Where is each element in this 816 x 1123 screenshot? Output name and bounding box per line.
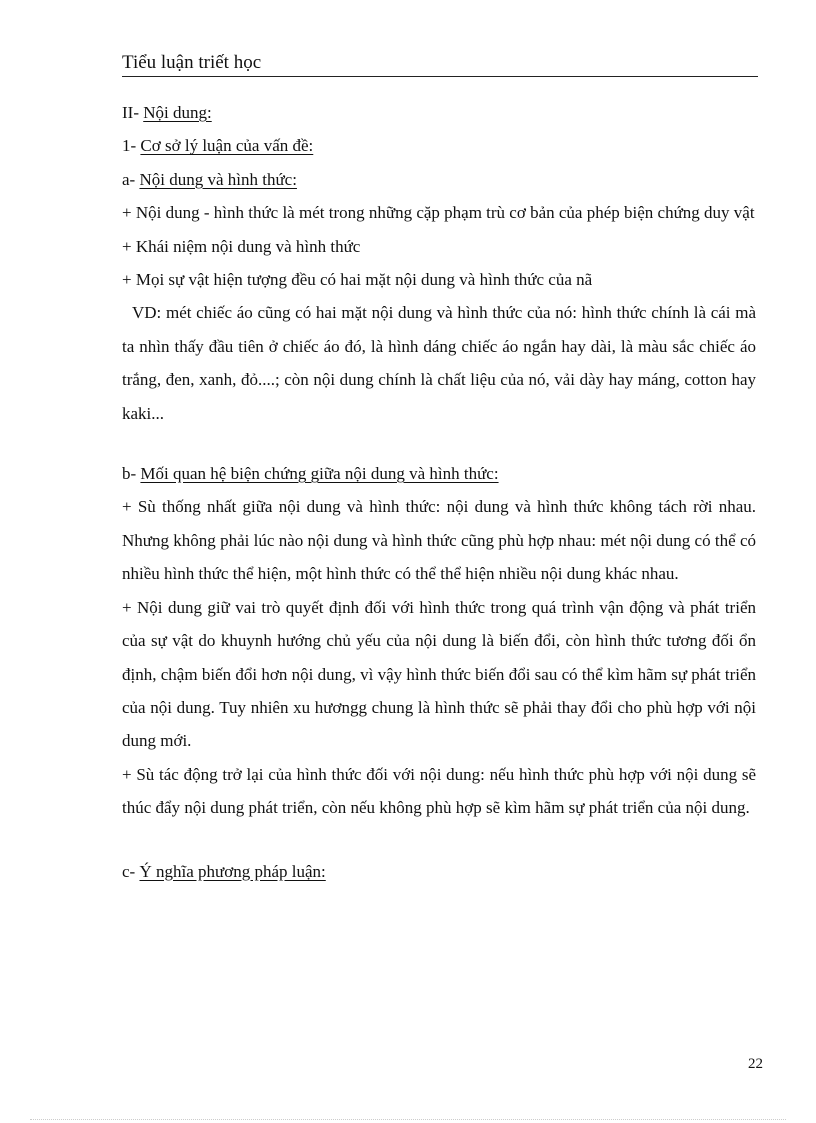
part-a-title: Nội dung và hình thức:: [139, 169, 297, 189]
part-b-title: Mối quan hệ biện chứng giữa nội dung và hình thức:: [140, 464, 499, 484]
part-c-title: Ý nghĩa phương pháp luận:: [139, 861, 326, 881]
spacer: [122, 825, 756, 855]
paragraph: + Mọi sự vật hiện tượng đều có hai mặt nội dung và hình thức của nã: [122, 270, 593, 290]
spacer: [122, 430, 756, 457]
subsection-heading: 1- Cơ sở lý luận của vấn đề:: [122, 136, 314, 156]
subsection-title: Cơ sở lý luận của vấn đề:: [140, 136, 314, 156]
header-rule: [122, 76, 758, 77]
header-title: Tiểu luận triết học: [122, 52, 262, 73]
section-title: Nội dung:: [143, 103, 212, 122]
paragraph: + Khái niệm nội dung và hình thức: [122, 236, 361, 256]
part-b-heading: b- Mối quan hệ biện chứng giữa nội dung và hình thức:: [122, 464, 499, 484]
paragraph: + Nội dung - hình thức là mét trong những cặp phạm trù cơ bản của phép biện chứng duy vật: [122, 203, 755, 223]
page-bottom-divider: [30, 1119, 786, 1120]
paragraph: + Nội dung giữ vai trò quyết định đối với hình thức trong quá trình vận động và phát triển của sự vật do khuynh hướng chủ yếu của nội dung là biến đổi, còn hình thức tương đối ổn định, chậm biến đổi hơn nội dung, vì vậy hình thức biến đổi sau có thể kìm hãm sự phát triển của nội dung. Tuy nhiên xu hươngg chung là hình thức sẽ phải thay đổi cho phù hợp với nội dung mới.: [122, 597, 756, 751]
part-c-heading: c- Ý nghĩa phương pháp luận:: [122, 861, 326, 881]
page-header: [122, 50, 758, 76]
paragraph: + Sù tác động trở lại của hình thức đối với nội dung: nếu hình thức phù hợp với nội dung sẽ thúc đẩy nội dung phát triển, còn nếu không phù hợp sẽ kìm hãm sự phát triển của nội dung.: [122, 764, 756, 818]
section-heading: II- Nội dung:: [122, 103, 212, 122]
document-body: [122, 96, 756, 888]
example-paragraph: VD: mét chiếc áo cũng có hai mặt nội dung và hình thức của nó: hình thức chính là cái mà ta nhìn thấy đầu tiên ở chiếc áo đó, là hình dáng chiếc áo ngắn hay dài, là màu sắc chiếc áo trắng, đen, xanh, đỏ....; còn nội dung chính là chất liệu của nó, vải dày hay máng, cotton hay kaki...: [122, 303, 756, 423]
page-number: 22: [748, 1056, 763, 1072]
paragraph: + Sù thống nhất giữa nội dung và hình thức: nội dung và hình thức không tách rời nhau. Nhưng không phải lúc nào nội dung và hình thức cũng phù hợp nhau: mét nội dung có thể có nhiều hình thức thể hiện, một hình thức có thể thể hiện nhiều nội dung khác nhau.: [122, 497, 756, 584]
part-a-heading: a- Nội dung và hình thức:: [122, 169, 297, 189]
